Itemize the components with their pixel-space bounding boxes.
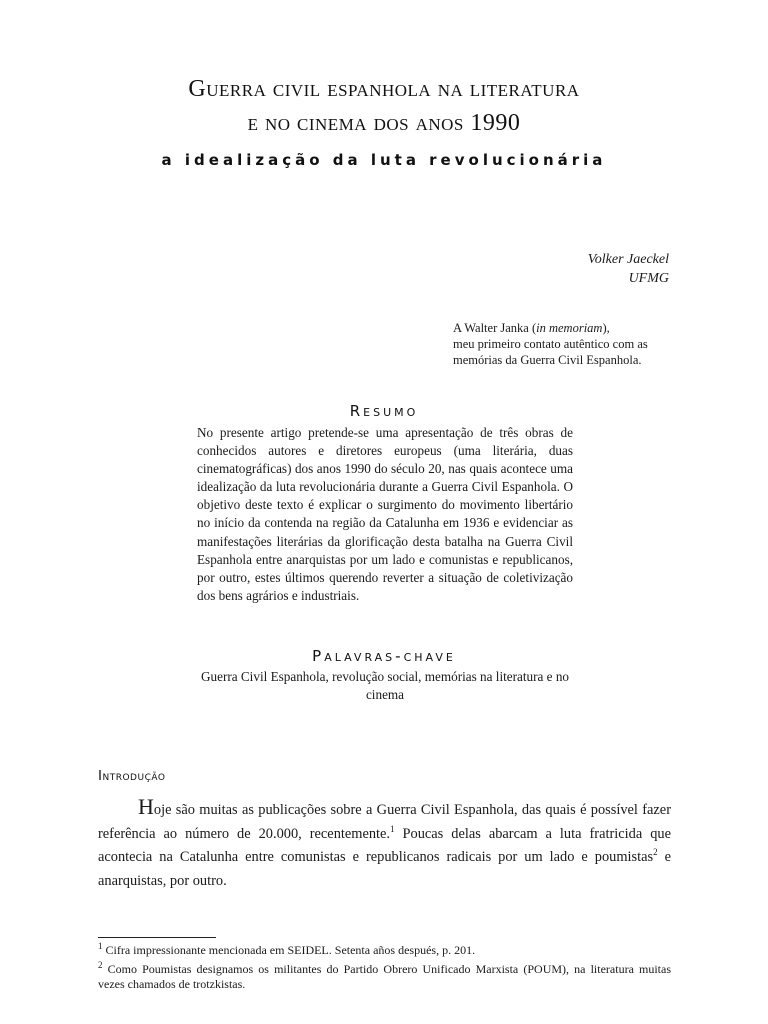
author-affiliation: UFMG [628,271,669,286]
abstract-heading: Resumo [349,402,419,420]
dedication-line-3: memórias da Guerra Civil Espanhola. [453,353,642,367]
footnote-divider [98,937,216,938]
footnote-1: $^1$ Cifra impressionante mencionada em SEIDEL. Setenta años después, p. 201. [98,941,476,957]
keywords-heading: Palavras-chave [312,647,456,665]
footnote-ref-1[interactable]: 1 [390,823,395,834]
dedication [453,320,683,368]
article-title-line-1: Guerra civil espanhola na literatura [188,76,580,102]
keywords-text: Guerra Civil Espanhola, revolução social, memórias na literatura e no cinema [200,669,570,702]
drop-cap: H [138,794,154,819]
abstract-text: No presente artigo pretende-se uma apresentação de três obras de conhecidos autores e diretores europeus (uma literária, duas cinematográficas) dos anos 1990 do século 20, nas quais acontece uma idealização da luta revolucionária durante a Guerra Civil Espanhola. O objetivo deste texto é explicar o surgimento do movimento libertário no início da contenda na região da Catalunha em 1936 e evidenciar as manifestações literárias da glorificação desta batalha na Guerra Civil Espanhola entre anarquistas por um lado e comunistas e republicanos, por outro, estes últimos querendo reverter a situação de coletivização dos bens agrários e industriais. [197,425,573,603]
footnote-ref-2[interactable]: 2 [653,847,658,858]
footnotes [98,943,671,996]
dedication-line-2: meu primeiro contato autêntico com as [453,337,648,351]
footnote-2: $^2$ Como Poumistas designamos os militantes do Partido Obrero Unificado Marxista (POUM), na literatura muitas vezes chamados de trotzkistas. [98,959,671,991]
author-name: Volker Jaeckel [587,252,669,267]
introduction-paragraph: Hoje são muitas as publicações sobre a Guerra Civil Espanhola, das quais é possível fazer referência ao número de 20.000, recentemente.$^1$ Poucas delas abarcam a luta fratricida que acontecia na Catalunha entre comunistas e republicanos radicais por um lado e poumistas$^2$ e anarquistas, por outro. [98,794,671,889]
author-block [588,250,669,288]
article-subtitle: a idealização da luta revolucionária [161,151,607,169]
introduction-heading: Introdução [98,768,166,784]
dedication-line-1: A Walter Janka (in memoriam), [453,321,610,335]
article-title-line-2: e no cinema dos anos 1990 [247,110,521,136]
